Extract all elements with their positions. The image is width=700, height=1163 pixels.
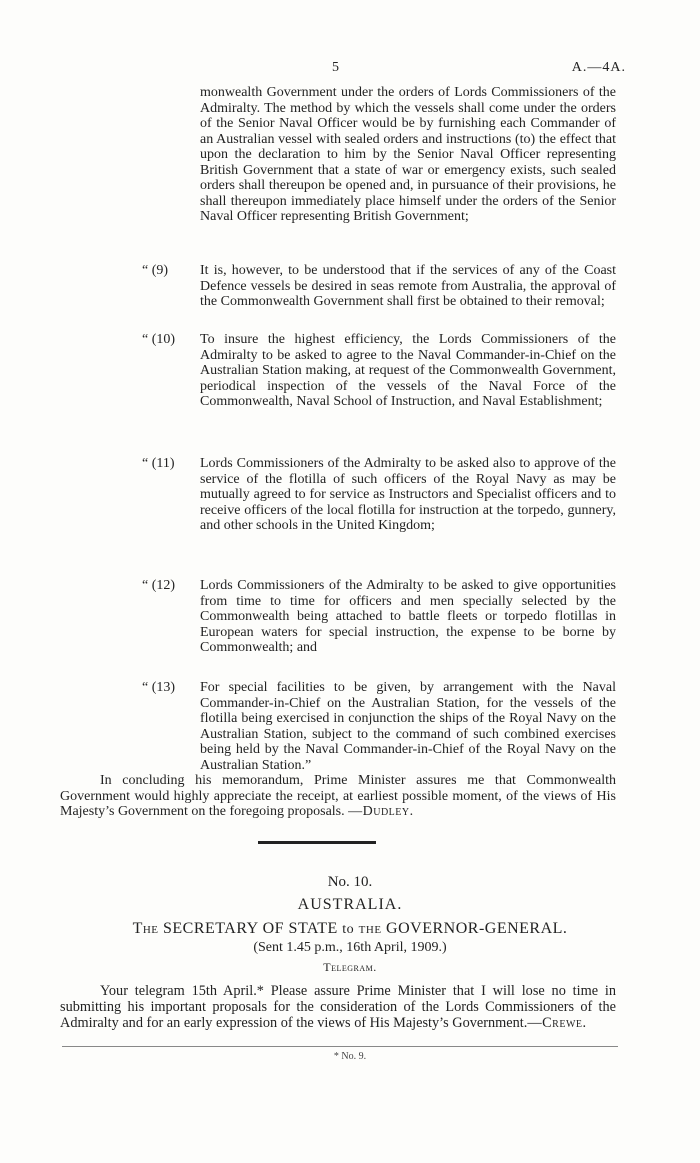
continuation-paragraph: monwealth Government under the orders of Lords Commissioners of the Admiralty. The method by which the vessels shall come under the orders of the Senior Naval Officer would be by furnishing each Commander of an Australian vessel with sealed orders and instructions (to) the effect that upon the declaration to him by the Senior Naval Officer representing British Government that a state of war or emergency exists, such sealed orders shall thereupon be opened and, in pursuance of their provisions, he shall thereupon immediately place himself under the orders of the Senior Naval Officer representing British Government; [200, 85, 616, 224]
clause-13 [142, 680, 616, 773]
place-heading: AUSTRALIA. [297, 896, 403, 913]
document-number: No. 10. [327, 874, 373, 890]
clause-text: Lords Commissioners of the Admiralty to be asked to give opportunities from time to time for officers and men specially selected by the Commonwealth being attached to battle fleets or torpedo flotillas in European waters for special instruction, the expense to be borne by Commonwealth; and [200, 578, 616, 655]
signature: —Crewe. [527, 1015, 587, 1031]
clause-number: “ (12) [142, 578, 176, 593]
clause-12 [142, 578, 616, 656]
telegram-text: Your telegram 15th April.* Please assure Prime Minister that I will lose no time in submitting his important proposals for the consideration of the Lords Commissioners of the Admiralty and for an early expression of the views of His Majesty’s Government. [60, 983, 616, 1031]
document-reference: A.—4A. [571, 60, 626, 75]
footnote: * No. 9. [333, 1051, 367, 1062]
clause-9 [142, 263, 616, 310]
clause-number: “ (11) [142, 456, 175, 471]
clause-number: “ (10) [142, 332, 176, 347]
clause-11 [142, 456, 616, 534]
sent-date: (Sent 1.45 p.m., 16th April, 1909.) [253, 940, 447, 955]
clause-number: “ (9) [142, 263, 169, 278]
clause-10 [142, 332, 616, 410]
signature: —Dudley. [348, 804, 414, 819]
concluding-text: In concluding his memorandum, Prime Minister assures me that Commonwealth Government would highly appreciate the receipt, at earliest possible moment, of the views of His Majesty’s Government on the foregoing proposals. [60, 773, 616, 819]
concluding-paragraph [60, 773, 616, 820]
footnote-rule [62, 1046, 618, 1047]
clause-text: It is, however, to be understood that if the services of any of the Coast Defence vessels be desired in seas remote from Australia, the approval of the Commonwealth Government shall first be obtained to their removal; [200, 263, 616, 309]
page-number: 5 [332, 60, 339, 75]
clause-text: For special facilities to be given, by arrangement with the Naval Commander-in-Chief on the Australian Station, for the vessels of the flotilla being exercised in conjunction the ships of the Royal Navy on the Australian Station, subject to the command of such combined exercises being held by the Naval Commander-in-Chief of the Royal Navy on the Australian Station.” [200, 680, 616, 773]
correspondence-title: The SECRETARY OF STATE to the GOVERNOR-GENERAL. [132, 920, 568, 937]
clause-text: Lords Commissioners of the Admiralty to be asked also to approve of the service of the flotilla of such officers of the Royal Navy as may be mutually agreed to for service as Instructors and Specialist officers and to receive officers of the local flotilla for instruction at the torpedo, gunnery, and other schools in the United Kingdom; [200, 456, 616, 533]
telegram-label: Telegram. [323, 960, 377, 974]
section-divider [258, 841, 376, 844]
telegram-body [60, 983, 616, 1031]
page-header [0, 60, 700, 80]
clause-text: To insure the highest efficiency, the Lords Commissioners of the Admiralty to be asked to agree to the Naval Commander-in-Chief on the Australian Station making, at request of the Commonwealth Government, periodical inspection of the vessels of the Naval Force of the Commonwealth, Naval School of Instruction, and Naval Establishment; [200, 332, 616, 409]
clause-number: “ (13) [142, 680, 176, 695]
